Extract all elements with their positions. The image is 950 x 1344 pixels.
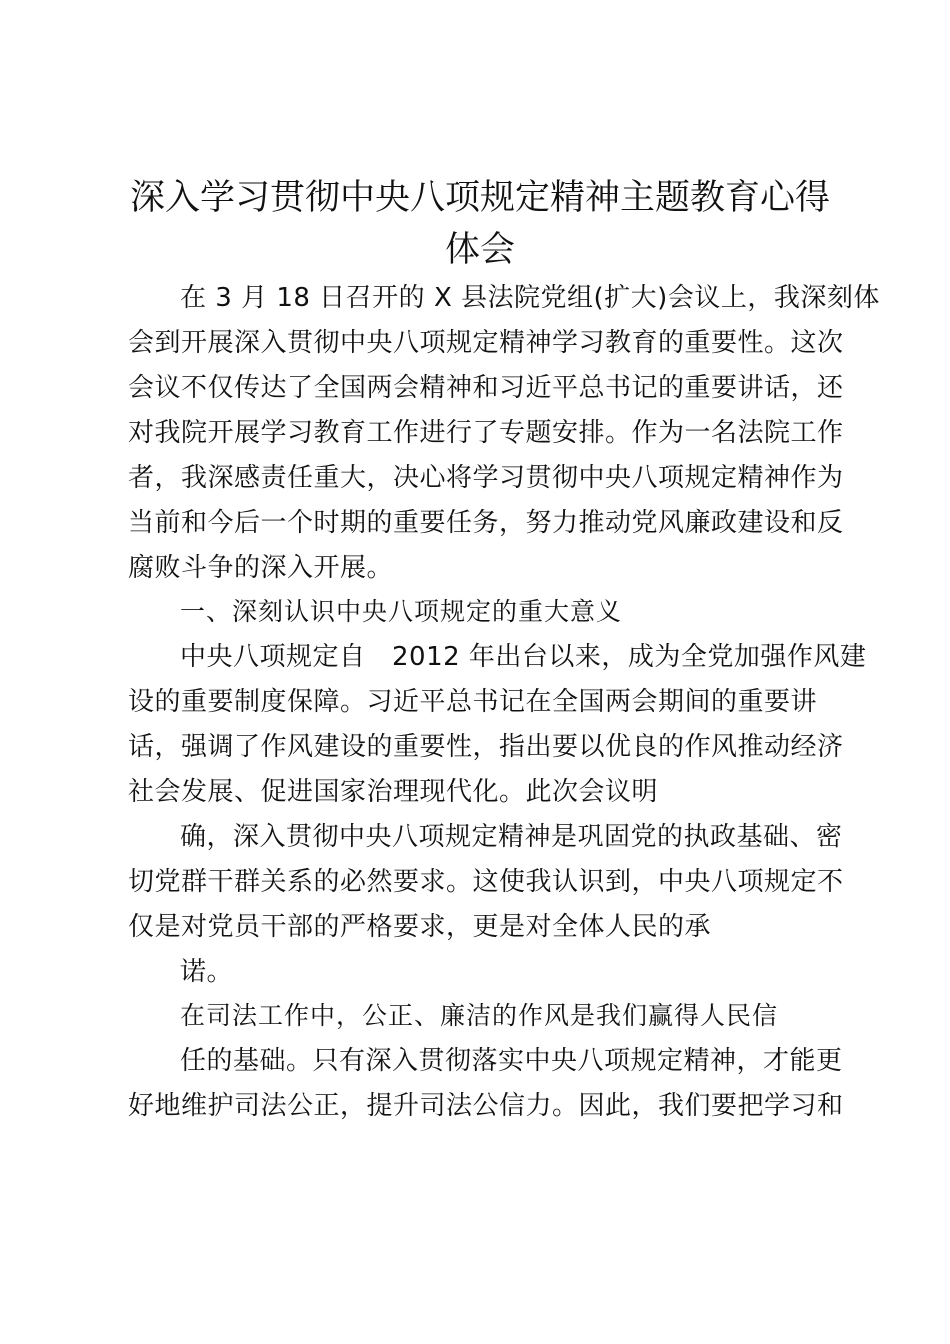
paragraph-line: 对我院开展学习教育工作进行了专题安排。作为一名法院工作 xyxy=(128,418,844,448)
paragraph-line: 当前和今后一个时期的重要任务，努力推动党风廉政建设和反 xyxy=(128,508,844,538)
paragraph-line: 诺。 xyxy=(180,957,234,987)
paragraph-line: 社会发展、促进国家治理现代化。此次会议明 xyxy=(128,777,659,807)
paragraph-line: 在司法工作中，公正、廉洁的作风是我们赢得人民信 xyxy=(180,1001,779,1030)
paragraph-line: 确，深入贯彻中央八项规定精神是巩固党的执政基础、密 xyxy=(180,822,843,852)
paragraph-line: 任的基础。只有深入贯彻落实中央八项规定精神，才能更 xyxy=(180,1046,843,1076)
paragraph-line: 设的重要制度保障。习近平总书记在全国两会期间的重要讲 xyxy=(128,687,818,717)
document-title-line-2: 体会 xyxy=(444,230,515,270)
paragraph-line: 好地维护司法公正，提升司法公信力。因此，我们要把学习和 xyxy=(128,1091,844,1121)
paragraph-line: 者，我深感责任重大，决心将学习贯彻中央八项规定精神作为 xyxy=(128,463,844,493)
paragraph-line: 话，强调了作风建设的重要性，指出要以优良的作风推动经济 xyxy=(128,732,844,762)
document-title-line-1: 深入学习贯彻中央八项规定精神主题教育心得 xyxy=(129,178,830,218)
paragraph-line: 腐败斗争的深入开展。 xyxy=(128,553,394,583)
paragraph-line: 在 3 月 18 日召开的 X 县法院党组(扩大)会议上，我深刻体 xyxy=(180,283,880,313)
section-heading: 一、深刻认识中央八项规定的重大意义 xyxy=(180,597,623,626)
paragraph-line: 会议不仅传达了全国两会精神和习近平总书记的重要讲话，还 xyxy=(128,373,844,403)
paragraph-line: 切党群干群关系的必然要求。这使我认识到，中央八项规定不 xyxy=(128,867,844,897)
paragraph-line: 会到开展深入贯彻中央八项规定精神学习教育的重要性。这次 xyxy=(128,328,844,358)
paragraph-line: 仅是对党员干部的严格要求，更是对全体人民的承 xyxy=(128,912,712,942)
paragraph-line: 中央八项规定自 2012 年出台以来，成为全党加强作风建 xyxy=(180,642,867,672)
